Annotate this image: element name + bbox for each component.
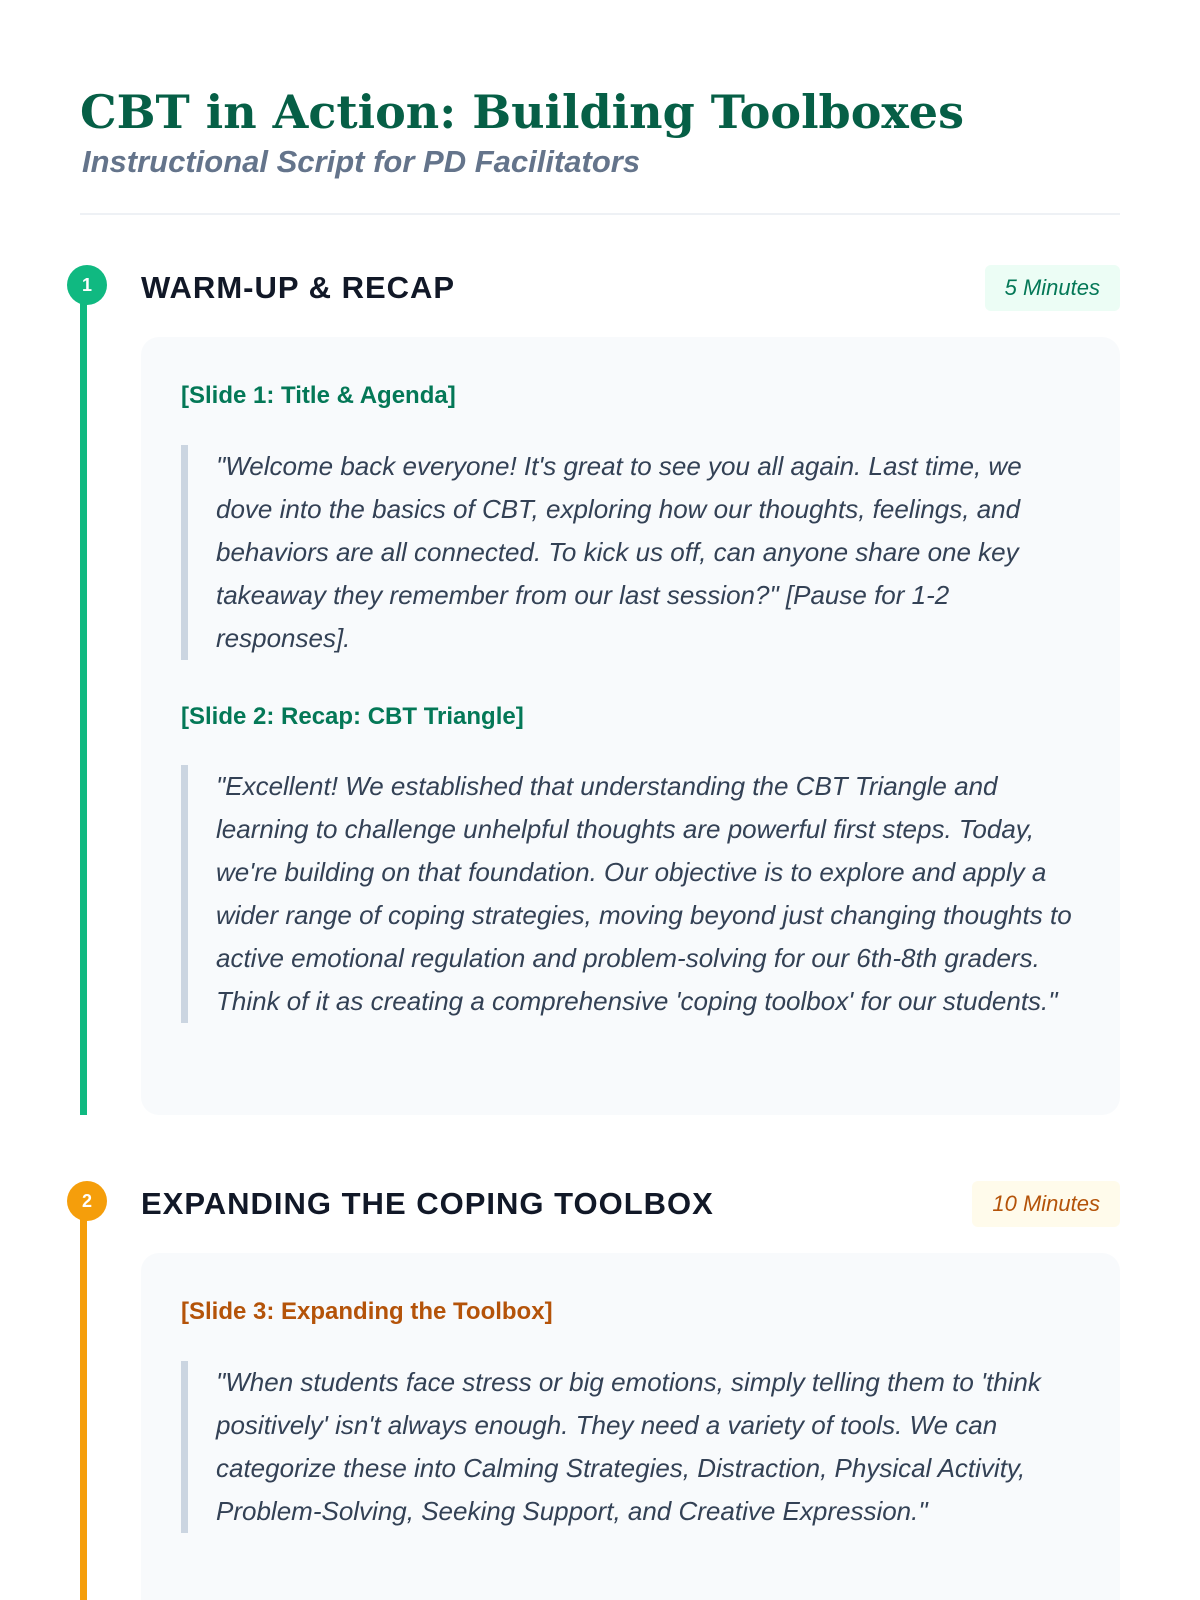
step-number-badge: 1	[67, 265, 107, 305]
slide-label: [Slide 1: Title & Agenda]	[181, 382, 456, 409]
duration-badge: 10 Minutes	[972, 1181, 1120, 1227]
section-warm-up-recap	[80, 265, 1120, 1115]
script-quote: "Welcome back everyone! It's great to see you all again. Last time, we dove into the basics of CBT, exploring how our thoughts, feelings, and behaviors are all connected. To kick us off, can anyone share one key takeaway they remember from our last session?" [Pause for 1-2 responses].	[181, 445, 1081, 660]
slide-label: [Slide 3: Expanding the Toolbox]	[181, 1298, 553, 1325]
timeline-line	[80, 1201, 87, 1600]
section-expanding-coping-toolbox	[80, 1181, 1120, 1600]
header-divider	[80, 213, 1120, 215]
document-page	[80, 0, 1120, 1600]
script-quote: "When students face stress or big emotions, simply telling them to 'think positively' isn't always enough. They need a variety of tools. We can categorize these into Calming Strategies, Distraction, Physical Activity, Problem-Solving, Seeking Support, and Creative Expression."	[181, 1361, 1081, 1533]
step-number-badge: 2	[67, 1181, 107, 1221]
slide-label: [Slide 2: Recap: CBT Triangle]	[181, 703, 524, 730]
document-title: CBT in Action: Building Toolboxes	[80, 85, 964, 139]
section-heading: EXPANDING THE COPING TOOLBOX	[141, 1186, 714, 1221]
script-quote: "Excellent! We established that understanding the CBT Triangle and learning to challenge unhelpful thoughts are powerful first steps. Today, we're building on that foundation. Our objective is to explore and apply a wider range of coping strategies, moving beyond just changing thoughts to active emotional regulation and problem-solving for our 6th-8th graders. Think of it as creating a comprehensive 'coping toolbox' for our students."	[181, 765, 1081, 1023]
duration-badge: 5 Minutes	[985, 265, 1120, 311]
section-heading: WARM-UP & RECAP	[141, 270, 456, 305]
timeline-line	[80, 285, 87, 1115]
script-card	[141, 1253, 1120, 1600]
document-subtitle: Instructional Script for PD Facilitators	[82, 144, 641, 179]
script-card	[141, 337, 1120, 1115]
